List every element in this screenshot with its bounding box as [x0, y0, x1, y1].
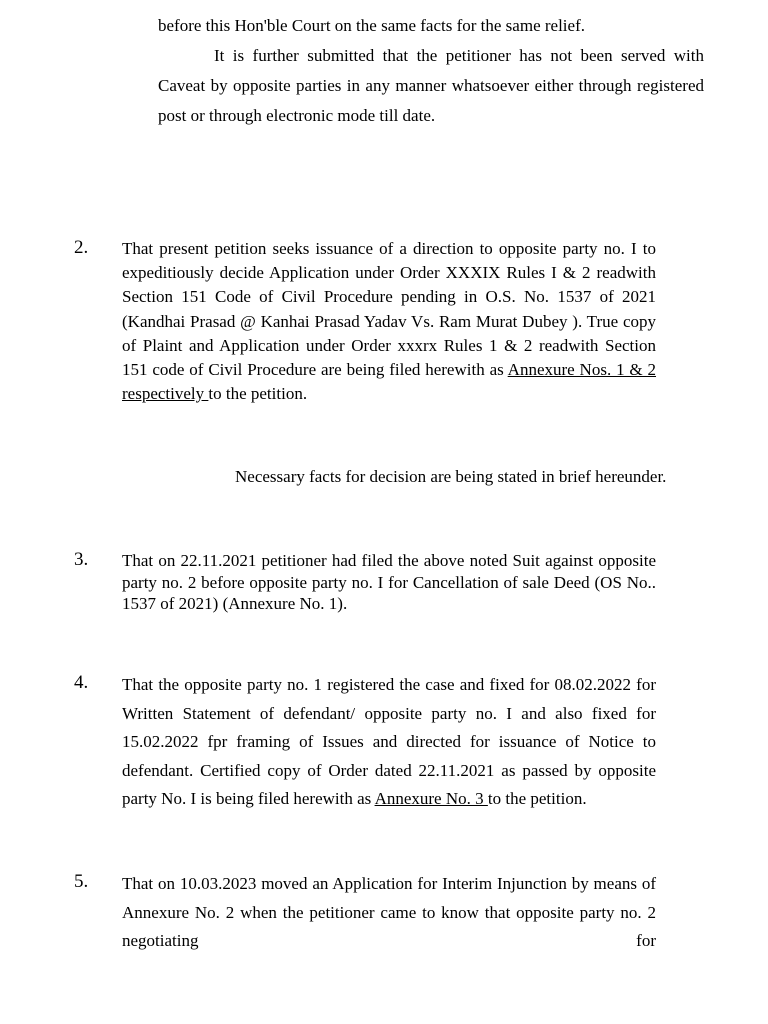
paragraph-number: 4. [74, 672, 89, 693]
intro-paragraph-2: It is further submitted that the petitioner has not been served with Caveat by opposite parties in any manner whatsoever either through registered post or through electronic mode till date. [158, 46, 704, 125]
paragraph-text: That on 22.11.2021 petitioner had filed the above noted Suit against opposite party no. 2 before opposite party no. I for Cancellation of sale Deed (OS No.. 1537 of 2021) (Annexure No. 1). [122, 551, 656, 613]
paragraph-tail: to the petition. [208, 384, 308, 404]
paragraph-text: That present petition seeks issuance of a direction to opposite party no. I to expeditiously decide Application under Order XXXIX Rules I & 2 readwith Section 151 Code of Civil Procedure pending in O.S. No. 1537 of 2021 (Kandhai Prasad @ Kanhai Prasad Yadav Vs. Ram Murat Dubey ). True copy of Plaint and Application under Order xxxrx Rules 1 & 2 readwith Section 151 code of Civil Procedure are being filed herewith as [122, 239, 656, 380]
paragraph-number: 5. [74, 871, 89, 892]
paragraph-text: That on 10.03.2023 moved an Application for Interim Injunction by means of Annexure No. 2 when the petitioner came to know that opposite party no. 2 negotiating for [122, 874, 656, 951]
paragraph-text: That the opposite party no. 1 registered the case and fixed for 08.02.2022 for Written Statement of defendant/ opposite party no. I and also fixed for 15.02.2022 fpr framing of Issues and directed for issuance of Notice to defendant. Certified copy of Order dated 22.11.2021 as passed by opposite party No. I is being filed herewith as [122, 675, 656, 809]
paragraph-number: 2. [74, 237, 89, 258]
annexure-reference: Annexure Nos. 1 & 2 respectively [122, 360, 657, 404]
annexure-reference: Annexure No. 3 [374, 789, 488, 809]
facts-note [180, 463, 704, 491]
paragraph-tail: to the petition. [487, 789, 587, 809]
paragraph-2 [122, 237, 656, 406]
intro-block [158, 11, 704, 131]
paragraph-4 [122, 671, 656, 814]
paragraph-number: 3. [74, 549, 89, 570]
paragraph-3 [122, 550, 656, 615]
facts-note-text: Necessary facts for decision are being stated in brief hereunder. [235, 467, 667, 486]
paragraph-5 [122, 870, 656, 956]
intro-paragraph-1: before this Hon'ble Court on the same facts for the same relief. [158, 16, 585, 35]
